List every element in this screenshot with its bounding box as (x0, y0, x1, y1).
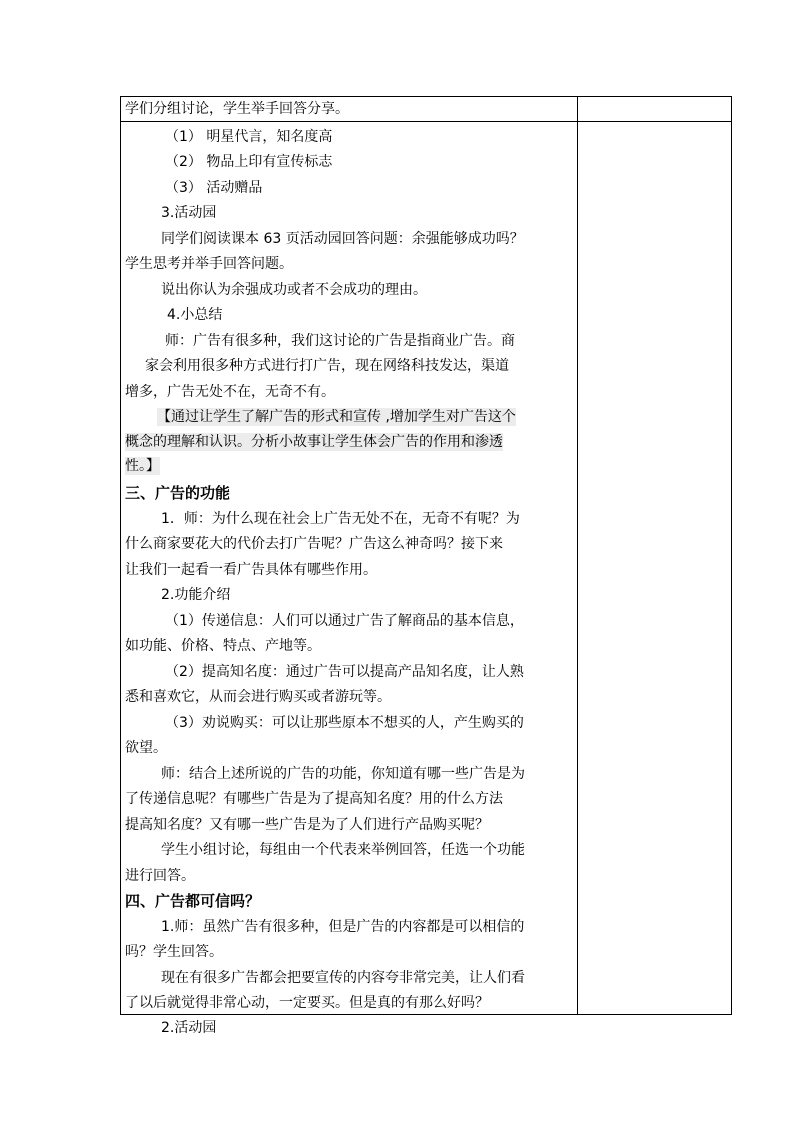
paragraph-line: 什么商家要花大的代价去打广告呢？广告这么神奇吗？接下来 (125, 536, 503, 552)
first-row-text: 学们分组讨论，学生举手回答分享。 (125, 101, 349, 117)
paragraph-line: 了传递信息呢？有哪些广告是为了提高知名度？用的什么方法 (125, 791, 503, 807)
paragraph-line: 1．师：为什么现在社会上广告无处不在，无奇不有呢？为 (161, 511, 520, 527)
paragraph-line: （3）劝说购买：可以让那些原本不想买的人，产生购买的 (165, 715, 524, 731)
paragraph-line: 如功能、价格、特点、产地等。 (125, 638, 321, 654)
paragraph-line: （1）传递信息：人们可以通过广告了解商品的基本信息， (165, 613, 524, 629)
paragraph-line: 提高知名度？又有哪一些广告是为了人们进行产品购买呢？ (125, 817, 489, 833)
first-row-cell (121, 97, 577, 121)
section-heading: 四、广告都可信吗？ (125, 892, 261, 910)
paragraph-line: 1.师：虽然广告有很多种，但是广告的内容都是可以相信的 (161, 919, 525, 935)
paragraph-line: 学生思考并举手回答问题。 (125, 256, 293, 272)
notes-column (578, 97, 731, 1014)
paragraph-line: （2）提高知名度：通过广告可以提高产品知名度，让人熟 (165, 664, 524, 680)
subheading: 3.活动园 (161, 205, 217, 221)
list-item: （3） 活动赠品 (165, 180, 263, 196)
highlighted-note: 性。】 (125, 458, 160, 474)
lesson-plan-table (120, 96, 732, 1036)
paragraph-line: 悉和喜欢它，从而会进行购买或者游玩等。 (125, 689, 391, 705)
paragraph-line: 欲望。 (125, 740, 167, 756)
section-heading: 三、广告的功能 (125, 484, 231, 502)
paragraph-line: 增多，广告无处不在，无奇不有。 (125, 384, 335, 400)
list-item: （2） 物品上印有宣传标志 (165, 154, 333, 170)
highlighted-note: 概念的理解和认识。分析小故事让学生体会广告的作用和渗透 (125, 434, 503, 450)
subheading: 2.功能介绍 (161, 587, 231, 603)
paragraph-line: 进行回答。 (125, 868, 195, 884)
paragraph-line: 师：广告有很多种，我们这讨论的广告是指商业广告。商 (165, 333, 515, 349)
subheading: 4.小总结 (167, 307, 223, 323)
content-cell (121, 122, 577, 1036)
paragraph-line: 学生小组讨论，每组由一个代表来举例回答，任选一个功能 (161, 842, 525, 858)
highlighted-note: 【通过让学生了解广告的形式和宣传 ,增加学生对广告这个 (157, 409, 516, 425)
paragraph-line: 吗？学生回答。 (125, 944, 223, 960)
paragraph-line: 现在有很多广告都会把要宣传的内容夸非常完美，让人们看 (161, 970, 525, 986)
paragraph-line: 师：结合上述所说的广告的功能，你知道有哪一些广告是为 (161, 766, 525, 782)
subheading: 2.活动园 (161, 1020, 217, 1036)
paragraph-line: 家会利用很多种方式进行打广告，现在网络科技发达，渠道 (145, 358, 509, 374)
paragraph-line: 了以后就觉得非常心动，一定要买。但是真的有那么好吗？ (125, 995, 489, 1011)
list-item: （1） 明星代言，知名度高 (165, 129, 333, 145)
paragraph-line: 说出你认为余强成功或者不会成功的理由。 (161, 282, 427, 298)
paragraph-line: 让我们一起看一看广告具体有哪些作用。 (125, 562, 377, 578)
paragraph-line: 同学们阅读课本 63 页活动园回答问题：余强能够成功吗？ (161, 231, 524, 247)
